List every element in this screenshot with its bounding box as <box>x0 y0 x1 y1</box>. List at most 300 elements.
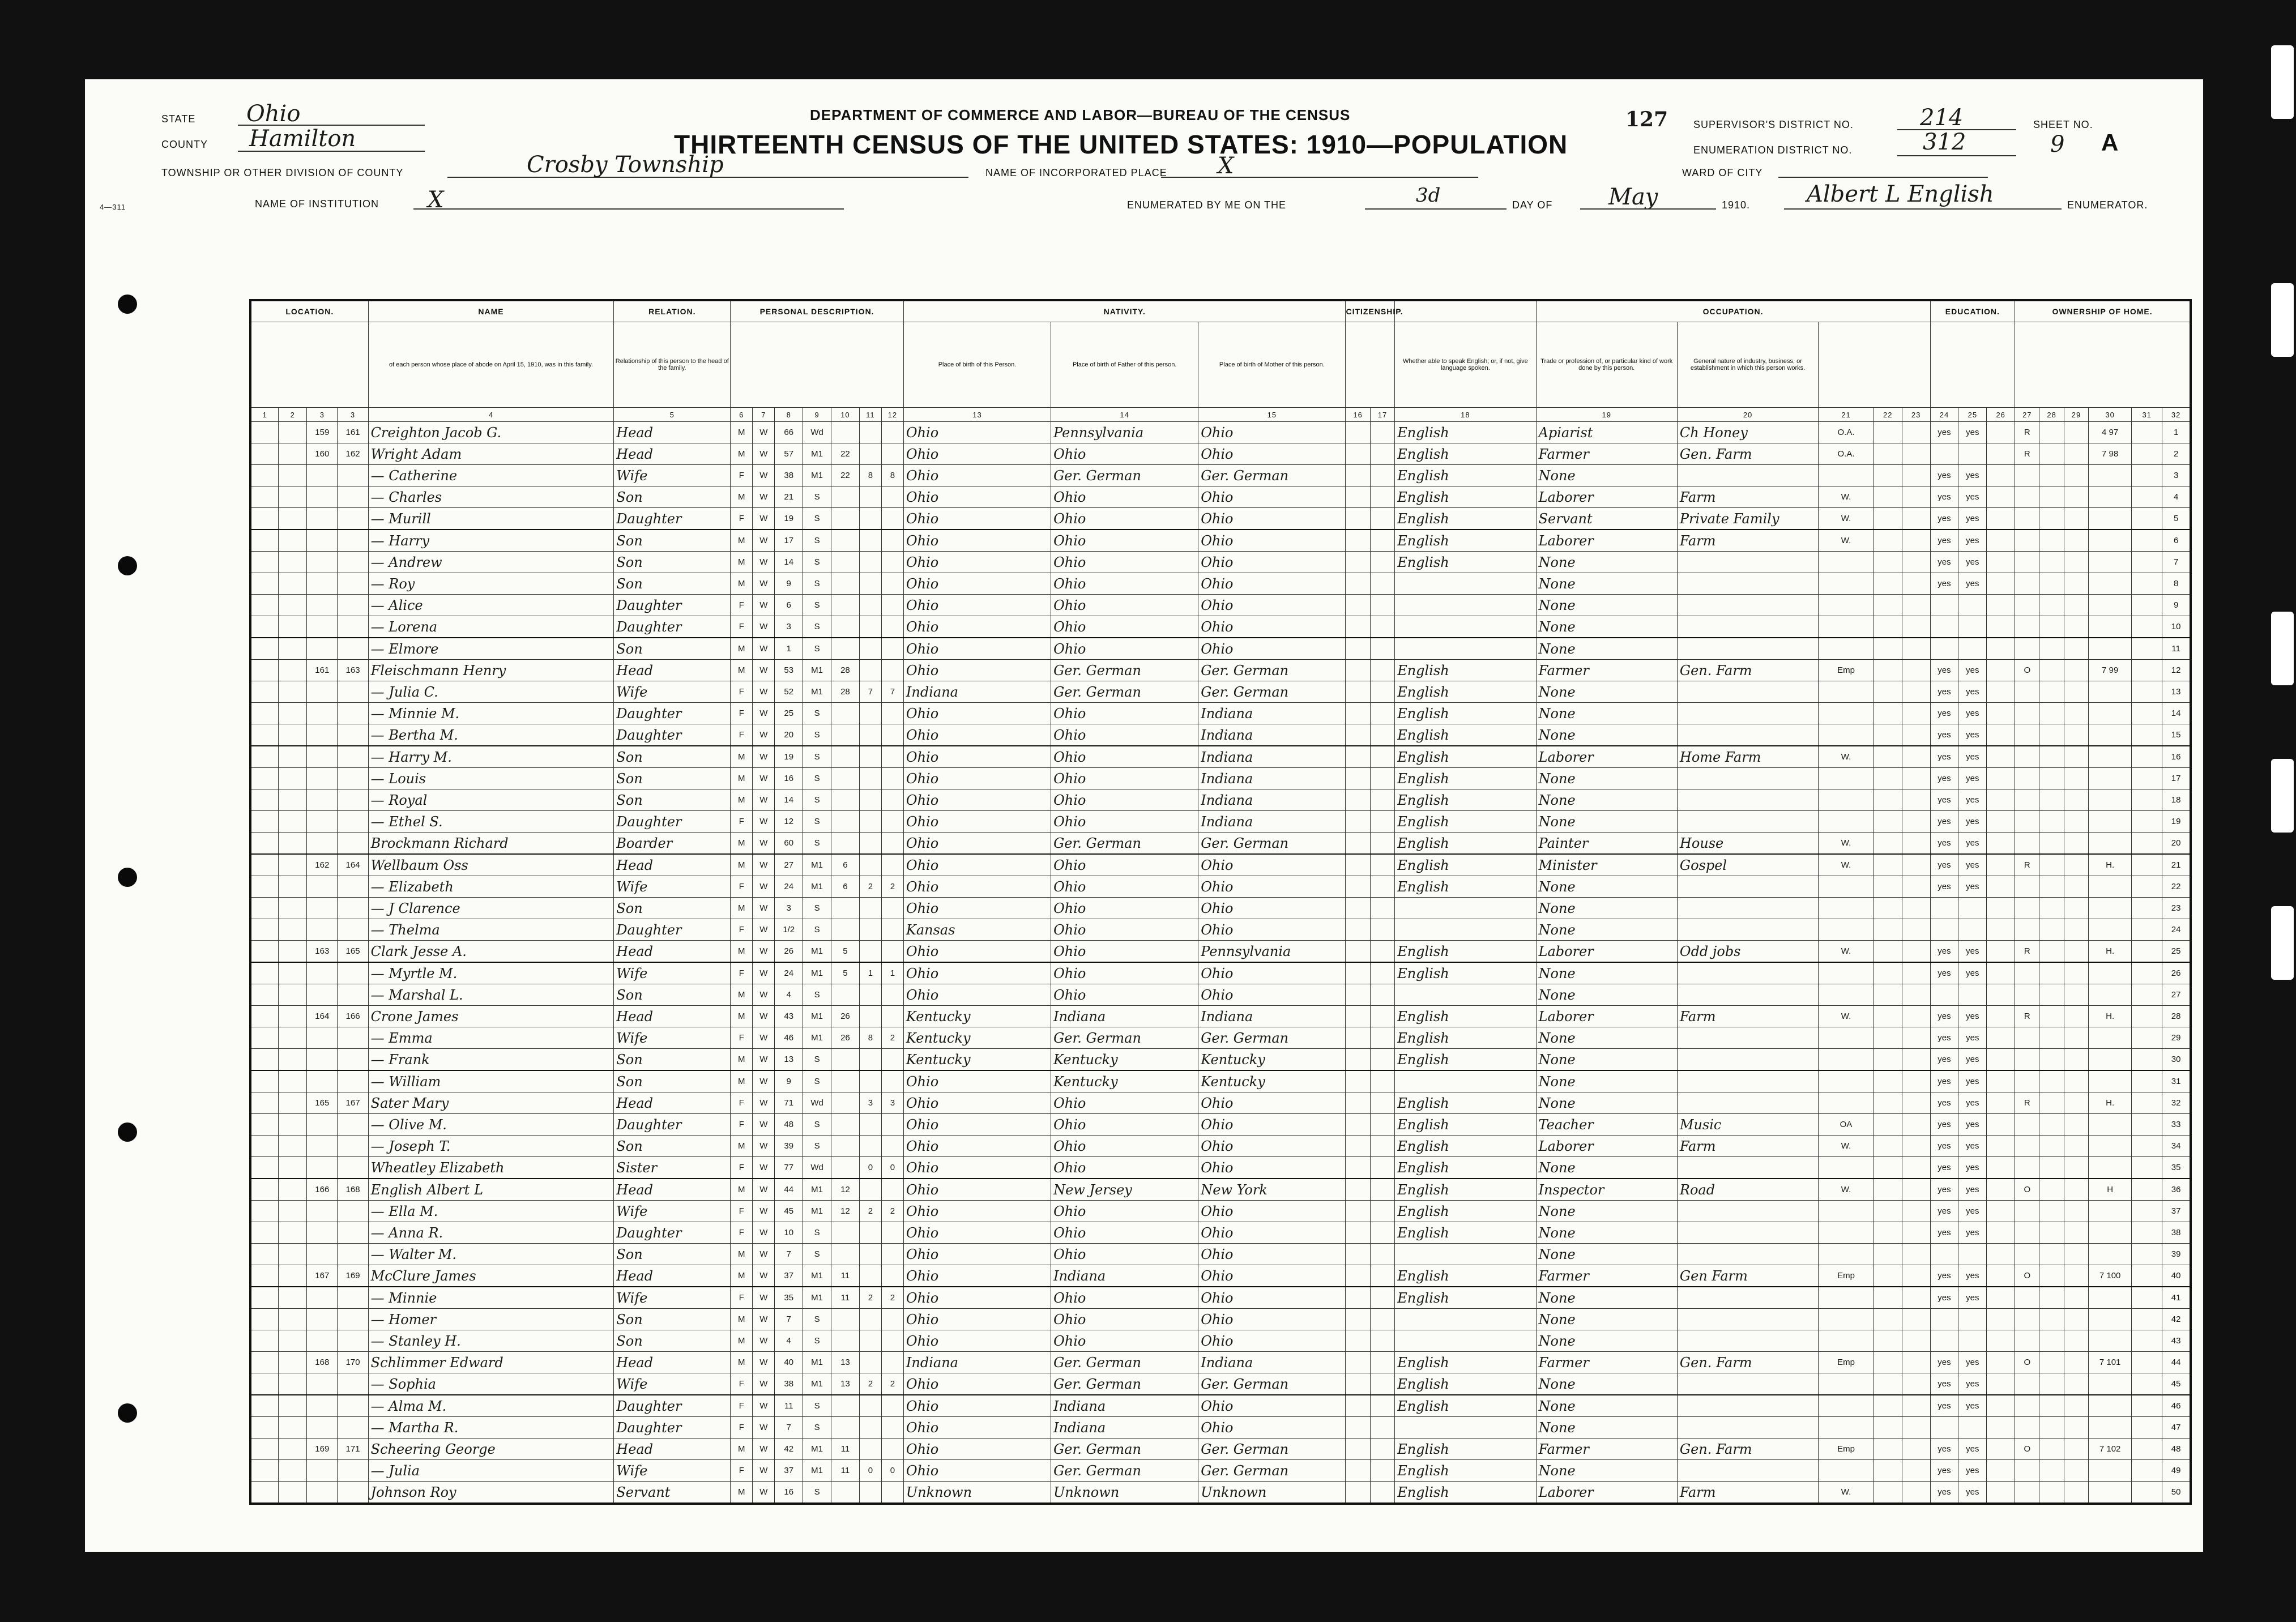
years-married <box>831 530 860 552</box>
employer-status <box>1819 465 1874 486</box>
owned-rented <box>2015 1395 2039 1417</box>
house-cell <box>279 1136 307 1157</box>
film-edge-mark <box>2271 612 2294 685</box>
marital-status: S <box>803 833 831 855</box>
table-row <box>250 1244 2191 1265</box>
relation: Wife <box>614 1460 731 1482</box>
column-number: 10 <box>831 408 860 422</box>
trade: None <box>1536 638 1677 660</box>
civil-war <box>2132 595 2162 616</box>
person-name: — Elmore <box>368 638 614 660</box>
naturalization <box>1370 1244 1394 1265</box>
dwelling-number <box>307 919 338 941</box>
race: W <box>753 616 775 638</box>
can-read: yes <box>1930 660 1958 681</box>
relation: Head <box>614 660 731 681</box>
age: 37 <box>775 1460 803 1482</box>
sex: M <box>731 1244 753 1265</box>
race: W <box>753 1136 775 1157</box>
employer-status: W. <box>1819 746 1874 768</box>
owned-rented: O <box>2015 660 2039 681</box>
civil-war <box>2132 681 2162 703</box>
attended-school <box>1987 486 2015 508</box>
can-read: yes <box>1930 1157 1958 1179</box>
owned-rented <box>2015 1460 2039 1482</box>
table-row <box>250 876 2191 898</box>
language: English <box>1395 1222 1536 1244</box>
owned-rented <box>2015 962 2039 984</box>
birthplace-person: Ohio <box>903 616 1051 638</box>
birthplace-mother: Ohio <box>1198 984 1346 1006</box>
owned-rented: O <box>2015 1439 2039 1460</box>
free-mortgaged <box>2039 1352 2064 1373</box>
out-of-work <box>1873 465 1902 486</box>
farm-house <box>2064 1482 2088 1504</box>
family-number <box>338 1417 368 1439</box>
person-name: — Roy <box>368 573 614 595</box>
trade: None <box>1536 1027 1677 1049</box>
owned-rented: R <box>2015 422 2039 443</box>
column-number: 2 <box>279 408 307 422</box>
can-read: yes <box>1930 789 1958 811</box>
birthplace-father: Ohio <box>1051 1287 1198 1309</box>
marital-status: M1 <box>803 465 831 486</box>
attended-school <box>1987 1309 2015 1330</box>
farm-house <box>2064 1417 2088 1439</box>
language: English <box>1395 703 1536 724</box>
person-name: Fleischmann Henry <box>368 660 614 681</box>
employer-status <box>1819 1092 1874 1114</box>
race: W <box>753 1179 775 1201</box>
naturalization <box>1370 1439 1394 1460</box>
relation: Son <box>614 552 731 573</box>
age: 21 <box>775 486 803 508</box>
free-mortgaged <box>2039 1027 2064 1049</box>
civil-war <box>2132 1417 2162 1439</box>
table-row <box>250 1330 2191 1352</box>
farm-schedule <box>2089 530 2132 552</box>
department: DEPARTMENT OF COMMERCE AND LABOR—BUREAU OF THE CENSUS <box>810 106 1351 123</box>
birth-mother-header: Place of birth of Mother of this person. <box>1198 322 1346 408</box>
can-write: yes <box>1958 1157 1987 1179</box>
can-read <box>1930 919 1958 941</box>
film-edge-mark <box>2271 906 2294 980</box>
employer-status: W. <box>1819 854 1874 876</box>
house-cell <box>279 530 307 552</box>
birthplace-mother: Ohio <box>1198 898 1346 919</box>
street-cell <box>250 465 279 486</box>
civil-war <box>2132 724 2162 746</box>
sex: F <box>731 919 753 941</box>
row-number: 12 <box>2162 660 2191 681</box>
can-read: yes <box>1930 530 1958 552</box>
farm-house <box>2064 962 2088 984</box>
marital-status: M1 <box>803 962 831 984</box>
relation: Head <box>614 443 731 465</box>
children-living: 0 <box>881 1460 903 1482</box>
farm-house <box>2064 941 2088 963</box>
farm-schedule: 7 102 <box>2089 1439 2132 1460</box>
attended-school <box>1987 1049 2015 1071</box>
children-living <box>881 1222 903 1244</box>
dwelling-number <box>307 1136 338 1157</box>
marital-status: M1 <box>803 876 831 898</box>
dwelling-number <box>307 681 338 703</box>
dwelling-number: 161 <box>307 660 338 681</box>
years-married <box>831 486 860 508</box>
attended-school <box>1987 746 2015 768</box>
children-born <box>859 1395 881 1417</box>
row-number: 19 <box>2162 811 2191 833</box>
children-living <box>881 1070 903 1092</box>
attended-school <box>1987 681 2015 703</box>
out-of-work <box>1873 768 1902 789</box>
out-of-work <box>1873 1070 1902 1092</box>
free-mortgaged <box>2039 811 2064 833</box>
age: 27 <box>775 854 803 876</box>
immigration-year <box>1346 465 1370 486</box>
out-of-work <box>1873 1136 1902 1157</box>
relation: Servant <box>614 1482 731 1504</box>
birthplace-mother: Ohio <box>1198 1244 1346 1265</box>
immigration-year <box>1346 552 1370 573</box>
out-of-work <box>1873 941 1902 963</box>
dwelling-number <box>307 833 338 855</box>
years-married <box>831 768 860 789</box>
owned-rented <box>2015 552 2039 573</box>
birthplace-mother: Indiana <box>1198 724 1346 746</box>
farm-house <box>2064 616 2088 638</box>
industry <box>1677 962 1818 984</box>
family-number <box>338 595 368 616</box>
row-number: 47 <box>2162 1417 2191 1439</box>
trade: Laborer <box>1536 486 1677 508</box>
naturalization <box>1370 1482 1394 1504</box>
street-cell <box>250 1092 279 1114</box>
out-of-work <box>1873 486 1902 508</box>
birthplace-father: Ger. German <box>1051 681 1198 703</box>
marital-status: S <box>803 1482 831 1504</box>
farm-house <box>2064 919 2088 941</box>
relation: Son <box>614 1330 731 1352</box>
house-cell <box>279 1049 307 1071</box>
family-number <box>338 1027 368 1049</box>
owned-rented <box>2015 616 2039 638</box>
free-mortgaged <box>2039 1482 2064 1504</box>
free-mortgaged <box>2039 422 2064 443</box>
farm-schedule <box>2089 1244 2132 1265</box>
table-row <box>250 1136 2191 1157</box>
house-cell <box>279 552 307 573</box>
language: English <box>1395 1006 1536 1027</box>
employer-status <box>1819 1395 1874 1417</box>
civil-war <box>2132 768 2162 789</box>
trade: None <box>1536 595 1677 616</box>
weeks-out <box>1902 1049 1930 1071</box>
marital-status: Wd <box>803 1157 831 1179</box>
table-row <box>250 789 2191 811</box>
person-name: — William <box>368 1070 614 1092</box>
dwelling-number <box>307 789 338 811</box>
free-mortgaged <box>2039 1179 2064 1201</box>
township-value: Crosby Township <box>527 152 724 178</box>
table-row <box>250 486 2191 508</box>
row-number: 40 <box>2162 1265 2191 1287</box>
trade: None <box>1536 1309 1677 1330</box>
naturalization <box>1370 854 1394 876</box>
birthplace-mother: Ger. German <box>1198 681 1346 703</box>
sheet-letter: A <box>2101 129 2119 156</box>
attended-school <box>1987 616 2015 638</box>
can-read: yes <box>1930 1460 1958 1482</box>
civil-war <box>2132 703 2162 724</box>
race: W <box>753 486 775 508</box>
page-number: 127 <box>1625 108 1668 131</box>
immigration-year <box>1346 941 1370 963</box>
trade: Laborer <box>1536 1482 1677 1504</box>
age: 52 <box>775 681 803 703</box>
immigration-year <box>1346 573 1370 595</box>
street-cell <box>250 1265 279 1287</box>
children-living <box>881 1006 903 1027</box>
sex: M <box>731 1439 753 1460</box>
relation: Son <box>614 1049 731 1071</box>
age: 9 <box>775 1070 803 1092</box>
immigration-year <box>1346 811 1370 833</box>
dwelling-number <box>307 1309 338 1330</box>
out-of-work <box>1873 746 1902 768</box>
children-born <box>859 1265 881 1287</box>
can-write: yes <box>1958 552 1987 573</box>
street-cell <box>250 724 279 746</box>
years-married: 5 <box>831 941 860 963</box>
trade: Apiarist <box>1536 422 1677 443</box>
out-of-work <box>1873 1352 1902 1373</box>
house-cell <box>279 898 307 919</box>
can-read <box>1930 638 1958 660</box>
house-cell <box>279 1482 307 1504</box>
industry <box>1677 876 1818 898</box>
naturalization <box>1370 573 1394 595</box>
out-of-work <box>1873 1395 1902 1417</box>
free-mortgaged <box>2039 1092 2064 1114</box>
employer-status <box>1819 703 1874 724</box>
birthplace-person: Ohio <box>903 595 1051 616</box>
can-read: yes <box>1930 1439 1958 1460</box>
birthplace-mother: Indiana <box>1198 811 1346 833</box>
trade: Laborer <box>1536 746 1677 768</box>
weeks-out <box>1902 1330 1930 1352</box>
column-number: 20 <box>1677 408 1818 422</box>
marital-status: S <box>803 573 831 595</box>
table-row <box>250 898 2191 919</box>
birthplace-person: Ohio <box>903 941 1051 963</box>
table-row <box>250 1201 2191 1222</box>
civil-war <box>2132 508 2162 530</box>
children-born <box>859 1114 881 1136</box>
row-number: 25 <box>2162 941 2191 963</box>
row-number: 21 <box>2162 854 2191 876</box>
naturalization <box>1370 1222 1394 1244</box>
farm-schedule <box>2089 1157 2132 1179</box>
age: 20 <box>775 724 803 746</box>
street-cell <box>250 1417 279 1439</box>
column-number: 24 <box>1930 408 1958 422</box>
language: English <box>1395 1179 1536 1201</box>
person-name: — Stanley H. <box>368 1330 614 1352</box>
naturalization <box>1370 724 1394 746</box>
can-read <box>1930 984 1958 1006</box>
birthplace-mother: Ger. German <box>1198 465 1346 486</box>
relation: Wife <box>614 962 731 984</box>
trade: None <box>1536 1201 1677 1222</box>
civil-war <box>2132 1352 2162 1373</box>
birthplace-person: Ohio <box>903 962 1051 984</box>
birthplace-father: Ohio <box>1051 962 1198 984</box>
children-born <box>859 1179 881 1201</box>
marital-status: S <box>803 1114 831 1136</box>
birthplace-mother: Ohio <box>1198 1201 1346 1222</box>
naturalization <box>1370 1309 1394 1330</box>
table-row <box>250 1265 2191 1287</box>
sex: F <box>731 1395 753 1417</box>
race: W <box>753 1049 775 1071</box>
relation: Head <box>614 941 731 963</box>
free-mortgaged <box>2039 530 2064 552</box>
family-number: 164 <box>338 854 368 876</box>
years-married: 11 <box>831 1287 860 1309</box>
race: W <box>753 465 775 486</box>
language: English <box>1395 443 1536 465</box>
age: 37 <box>775 1265 803 1287</box>
civil-war <box>2132 1201 2162 1222</box>
family-number <box>338 681 368 703</box>
children-living: 3 <box>881 1092 903 1114</box>
civil-war <box>2132 1330 2162 1352</box>
farm-house <box>2064 1439 2088 1460</box>
civil-war <box>2132 811 2162 833</box>
attended-school <box>1987 1201 2015 1222</box>
attended-school <box>1987 443 2015 465</box>
owned-rented <box>2015 1373 2039 1395</box>
immigration-year <box>1346 1352 1370 1373</box>
language: English <box>1395 465 1536 486</box>
can-write <box>1958 898 1987 919</box>
out-of-work <box>1873 1114 1902 1136</box>
enumerator-name: Albert L English <box>1807 181 1994 207</box>
relation: Daughter <box>614 703 731 724</box>
farm-house <box>2064 1352 2088 1373</box>
county-label: COUNTY <box>161 139 208 150</box>
sex: M <box>731 1070 753 1092</box>
person-name: Wheatley Elizabeth <box>368 1157 614 1179</box>
house-cell <box>279 1027 307 1049</box>
race: W <box>753 1027 775 1049</box>
house-cell <box>279 724 307 746</box>
punch-hole <box>118 1122 137 1142</box>
weeks-out <box>1902 1265 1930 1287</box>
attended-school <box>1987 1417 2015 1439</box>
children-living <box>881 1244 903 1265</box>
children-living: 2 <box>881 876 903 898</box>
attended-school <box>1987 1460 2015 1482</box>
language: English <box>1395 681 1536 703</box>
can-read: yes <box>1930 681 1958 703</box>
civil-war <box>2132 1373 2162 1395</box>
owned-rented <box>2015 638 2039 660</box>
farm-schedule <box>2089 1287 2132 1309</box>
immigration-year <box>1346 1482 1370 1504</box>
street-cell <box>250 1287 279 1309</box>
weeks-out <box>1902 1179 1930 1201</box>
owned-rented <box>2015 1049 2039 1071</box>
sex: F <box>731 876 753 898</box>
punch-hole <box>118 294 137 314</box>
employer-status <box>1819 638 1874 660</box>
can-read <box>1930 443 1958 465</box>
owned-rented <box>2015 1070 2039 1092</box>
street-cell <box>250 1395 279 1417</box>
immigration-year <box>1346 984 1370 1006</box>
race: W <box>753 1460 775 1482</box>
age: 25 <box>775 703 803 724</box>
children-born: 3 <box>859 1092 881 1114</box>
dwelling-number <box>307 1157 338 1179</box>
person-name: Creighton Jacob G. <box>368 422 614 443</box>
birthplace-father: Ohio <box>1051 530 1198 552</box>
column-number: 3 <box>307 408 338 422</box>
race: W <box>753 941 775 963</box>
birthplace-mother: Ohio <box>1198 1136 1346 1157</box>
attended-school <box>1987 465 2015 486</box>
can-write: yes <box>1958 833 1987 855</box>
years-married <box>831 1114 860 1136</box>
race: W <box>753 1222 775 1244</box>
industry: Gen. Farm <box>1677 1352 1818 1373</box>
street-cell <box>250 486 279 508</box>
free-mortgaged <box>2039 1330 2064 1352</box>
sex: M <box>731 746 753 768</box>
weeks-out <box>1902 681 1930 703</box>
attended-school <box>1987 1287 2015 1309</box>
can-read: yes <box>1930 1179 1958 1201</box>
can-write: yes <box>1958 1049 1987 1071</box>
children-born <box>859 530 881 552</box>
free-mortgaged <box>2039 941 2064 963</box>
sex: F <box>731 1092 753 1114</box>
children-living <box>881 1439 903 1460</box>
table-row <box>250 616 2191 638</box>
birthplace-person: Ohio <box>903 1395 1051 1417</box>
owned-rented <box>2015 876 2039 898</box>
birthplace-father: Ohio <box>1051 1330 1198 1352</box>
weeks-out <box>1902 638 1930 660</box>
owned-rented <box>2015 486 2039 508</box>
person-name: McClure James <box>368 1265 614 1287</box>
birthplace-mother: Ohio <box>1198 595 1346 616</box>
children-born: 2 <box>859 876 881 898</box>
out-of-work <box>1873 1460 1902 1482</box>
birthplace-father: Ohio <box>1051 638 1198 660</box>
attended-school <box>1987 1330 2015 1352</box>
family-number <box>338 1395 368 1417</box>
trade: Painter <box>1536 833 1677 855</box>
birthplace-father: Ger. German <box>1051 1352 1198 1373</box>
children-living <box>881 1309 903 1330</box>
race: W <box>753 1006 775 1027</box>
birthplace-father: Ohio <box>1051 919 1198 941</box>
sex: M <box>731 1330 753 1352</box>
